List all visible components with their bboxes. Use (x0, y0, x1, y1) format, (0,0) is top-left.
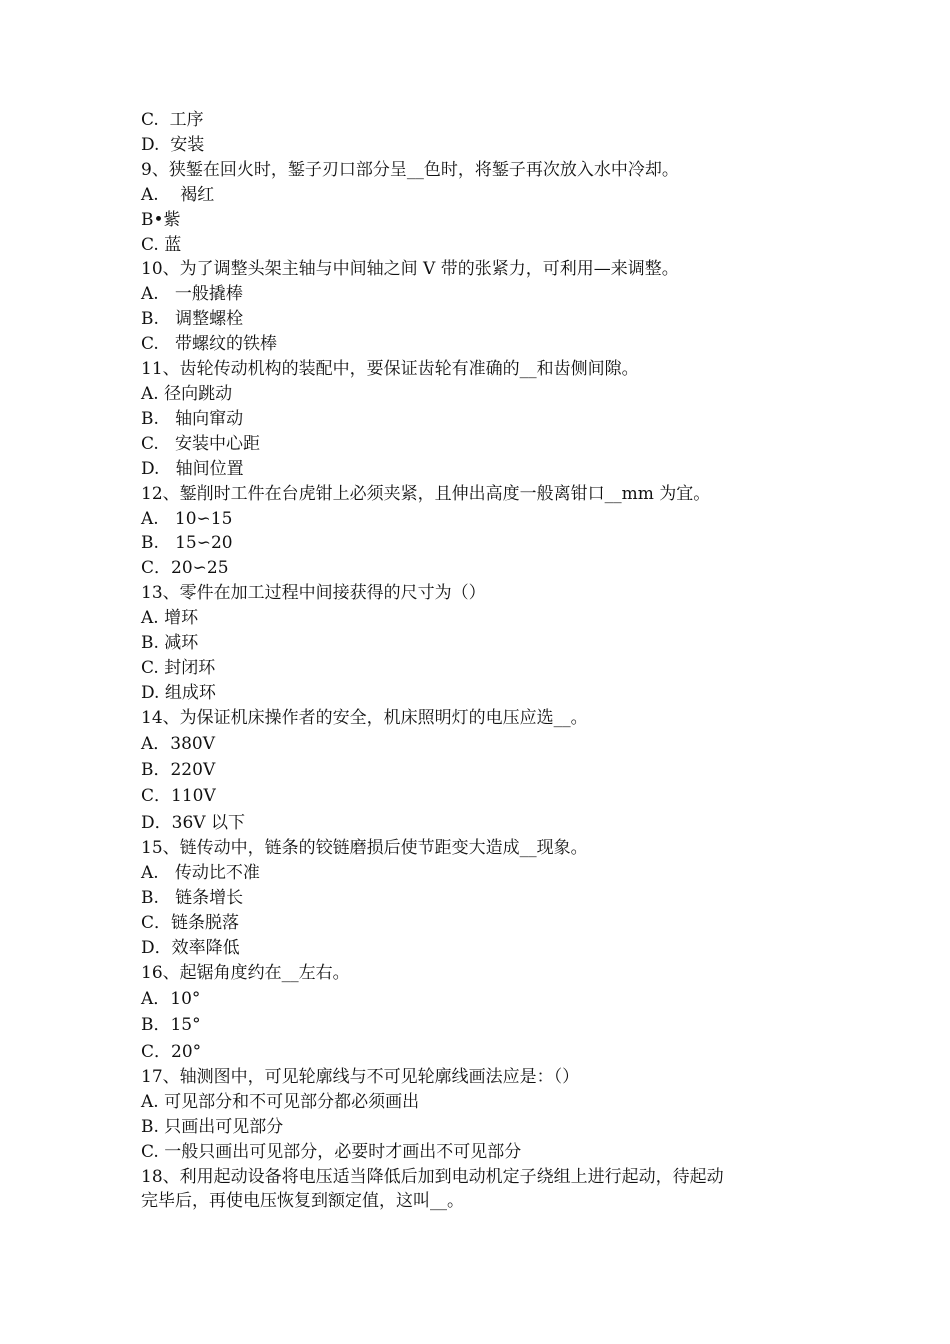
option-d: D．36V 以下 (141, 812, 245, 833)
option-a: A. 径向跳动 (141, 383, 233, 404)
option-a: A. 可见部分和不可见部分都必须画出 (141, 1091, 420, 1112)
option-c: C．110V (141, 786, 216, 807)
option-b: B. 减环 (141, 633, 199, 654)
option-a: A. 传动比不准 (141, 863, 260, 884)
option-d: D. 安装 (141, 134, 205, 155)
question-18: 18、利用起动设备将电压适当降低后加到电动机定子绕组上进行起动，待起动 (141, 1166, 724, 1187)
option-d: D. 轴间位置 (141, 458, 244, 479)
question-13: 13、零件在加工过程中间接获得的尺寸为（） (141, 583, 486, 604)
option-a: A. 10∽15 (141, 508, 233, 529)
option-c: C. 蓝 (141, 234, 182, 255)
option-a: A．10° (141, 988, 201, 1009)
option-d: D. 组成环 (141, 682, 216, 703)
option-c: C．20∽25 (141, 558, 229, 579)
option-a: A. 褐红 (141, 184, 215, 205)
question-17: 17、轴测图中，可见轮廓线与不可见轮廓线画法应是：（） (141, 1066, 580, 1087)
option-c: C．链条脱落 (141, 913, 240, 933)
option-b: B．220V (141, 760, 216, 781)
question-9: 9、狭錾在回火时，錾子刃口部分呈__色时，将錾子再次放入水中冷却。 (141, 159, 679, 180)
document-page (141, 108, 821, 1214)
option-d: D．效率降低 (141, 937, 240, 958)
question-10: 10、为了调整头架主轴与中间轴之间 V 带的张紧力，可利用—来调整。 (141, 259, 679, 280)
option-a: A. 一般撬棒 (141, 284, 243, 305)
option-b: B. 15∽20 (141, 533, 233, 554)
question-12: 12、錾削时工件在台虎钳上必须夹紧，且伸出高度一般离钳口__mm 为宜。 (141, 483, 711, 504)
option-a: A. 增环 (141, 608, 199, 629)
option-b: B. 轴向窜动 (141, 408, 244, 429)
option-b: B. 只画出可见部分 (141, 1116, 284, 1137)
option-b: B•紫 (141, 209, 181, 230)
question-18-continued: 完毕后，再使电压恢复到额定值，这叫__。 (141, 1191, 464, 1212)
option-c: C. 带螺纹的铁棒 (141, 334, 278, 355)
question-16: 16、起锯角度约在__左右。 (141, 962, 350, 983)
option-b: B. 调整螺栓 (141, 309, 244, 330)
option-b: B. 链条增长 (141, 888, 244, 909)
question-14: 14、为保证机床操作者的安全，机床照明灯的电压应选__。 (141, 707, 588, 728)
question-11: 11、齿轮传动机构的装配中，要保证齿轮有准确的__和齿侧间隙。 (141, 359, 639, 380)
option-c: C．20° (141, 1041, 202, 1062)
option-b: B．15° (141, 1015, 201, 1036)
option-c: C. 一般只画出可见部分，必要时才画出不可见部分 (141, 1141, 522, 1162)
option-c: C. 工序 (141, 110, 204, 130)
option-c: C. 封闭环 (141, 657, 216, 678)
option-a: A．380V (141, 733, 216, 754)
question-15: 15、链传动中，链条的铰链磨损后使节距变大造成__现象。 (141, 838, 588, 859)
option-c: C. 安装中心距 (141, 433, 261, 454)
